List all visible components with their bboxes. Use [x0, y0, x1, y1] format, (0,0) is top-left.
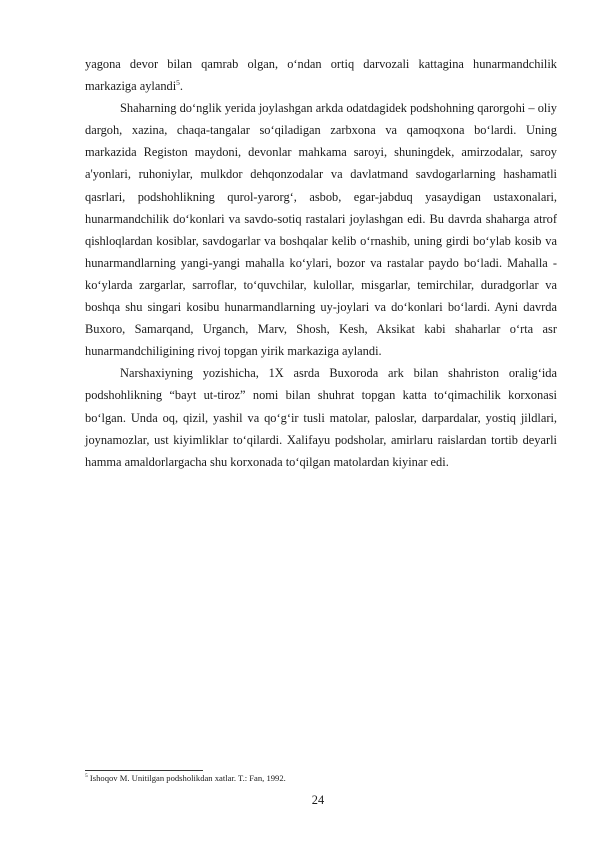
footnote: [85, 773, 557, 784]
body-text: [85, 53, 557, 473]
paragraph-3: Narshaxiyning yozishicha, 1X asrda Buxoroda ark bilan shahriston oralig‘ida podshohlikning “bayt ut-tiroz” nomi bilan shuhrat topgan katta to‘qimachilik korxonasi bo‘lgan. Unda oq, qizil, yashil va qo‘g‘ir tusli matolar, paloslar, darpardalar, yostiq jildlari, joynamozlar, ust kiyimliklar to‘qilardi. Xalifayu podsholar, amirlaru raislardan tortib deyarli hamma amaldorlargacha shu korxonada to‘qilgan matolardan kiyinar edi.: [85, 366, 557, 469]
footnote-reference[interactable]: 5: [176, 77, 180, 87]
page-number: 24: [311, 793, 325, 807]
paragraph-1-tail: .: [179, 79, 184, 94]
footnote-divider: [85, 770, 203, 771]
paragraph-1: [85, 53, 557, 97]
paragraph-2: Shaharning do‘nglik yerida joylashgan arkda odatdagidek podshohning qarorgohi – oliy dargoh, xazina, chaqa-tangalar so‘qiladigan zarbxona va qamoqxona bo‘lardi. Uning markazida Registon maydoni, devonlar mahkama saroyi, shuningdek, amirzodalar, saroy a'yonlari, ruhoniylar, mulkdor dehqonzodalar va davlatmand savdogarlarning hashamatli qasrlari, podshohlikning qurol-yarorg‘, asbob, egar-jabduq yasaydigan ustaxonalari, hunarmandchilik do‘konlari va savdo-sotiq rastalari joylashgan edi. Bu davrda shaharga atrof qishloqlardan kosiblar, savdogarlar va boshqalar kelib o‘rnashib, uning girdi bo‘ylab kosib va hunarmandlarning yangi-yangi mahalla ko‘ylari, bozor va rastalar paydo bo‘ladi. Mahalla -ko‘ylarda zargarlar, sarroflar, to‘quvchilar, kulollar, misgarlar, temirchilar, duradgorlar va boshqa shu singari kosibu hunarmandlarning uy-joylari va do‘konlari bo‘lardi. Ayni davrda Buxoro, Samarqand, Urganch, Marv, Shosh, Kesh, Aksikat kabi shaharlar o‘rta asr hunarmandchiligining rivoj topgan yirik markaziga aylandi.: [85, 101, 557, 359]
paragraph-1-text: yagona devor bilan qamrab olgan, o‘ndan ortiq darvozali kattagina hunarmandchilik markaziga aylandi: [85, 57, 557, 94]
footnote-number: 5: [85, 773, 88, 780]
footnote-text: Ishoqov M. Unitilgan podsholikdan xatlar. T.: Fan, 1992.: [89, 773, 286, 783]
